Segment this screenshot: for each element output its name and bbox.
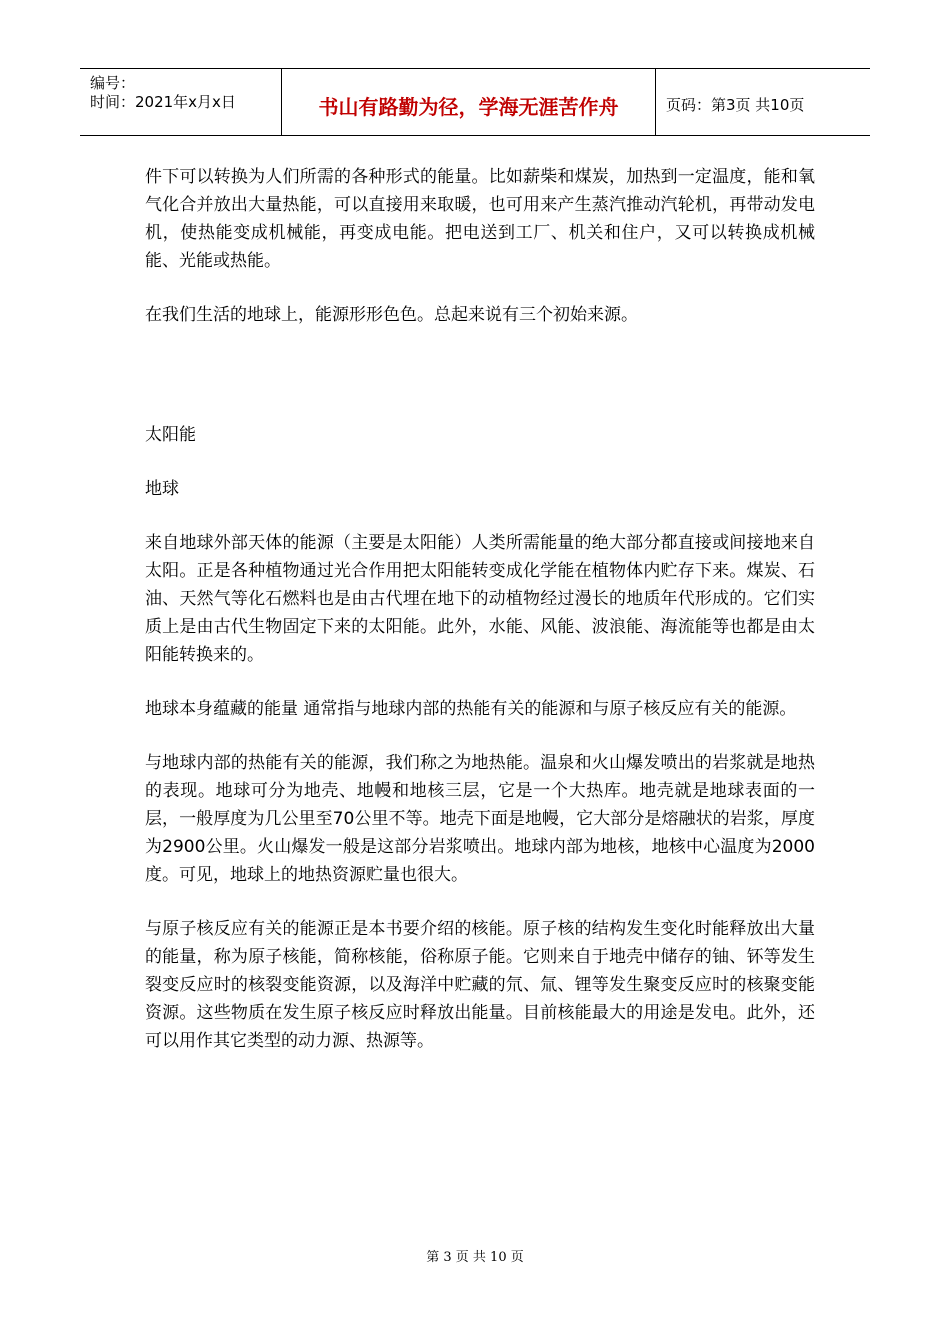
- paragraph: 件下可以转换为人们所需的各种形式的能量。比如薪柴和煤炭，加热到一定温度，能和氧气化合并放出大量热能，可以直接用来取暖，也可用来产生蒸汽推动汽轮机，再带动发电机，使热能变成机械能，再变成电能。把电送到工厂、机关和住户，又可以转换成机械能、光能或热能。: [145, 167, 815, 271]
- header-meta: [80, 69, 282, 135]
- paragraph: 在我们生活的地球上，能源形形色色。总起来说有三个初始来源。: [145, 305, 638, 325]
- paragraph: 与地球内部的热能有关的能源，我们称之为地热能。温泉和火山爆发喷出的岩浆就是地热的表现。地球可分为地壳、地幔和地核三层，它是一个大热库。地壳就是地球表面的一层，一般厚度为几公里至70公里不等。地壳下面是地幔，它大部分是熔融状的岩浆，厚度为2900公里。火山爆发一般是这部分岩浆喷出。地球内部为地核，地核中心温度为2000度。可见，地球上的地热资源贮量也很大。: [145, 753, 815, 885]
- page-footer: 第 3 页 共 10 页: [426, 1250, 524, 1265]
- list-item: 地球: [145, 479, 179, 499]
- document-body: [145, 163, 815, 1081]
- header-motto: 书山有路勤为径，学海无涯苦作舟: [282, 69, 656, 135]
- header-page-info: 页码：第3页 共10页: [666, 96, 805, 114]
- paragraph: 来自地球外部天体的能源（主要是太阳能）人类所需能量的绝大部分都直接或间接地来自太阳。正是各种植物通过光合作用把太阳能转变成化学能在植物体内贮存下来。煤炭、石油、天然气等化石燃料也是由古代埋在地下的动植物经过漫长的地质年代形成的。它们实质上是由古代生物固定下来的太阳能。此外，水能、风能、波浪能、海流能等也都是由太阳能转换来的。: [145, 533, 815, 665]
- paragraph: 地球本身蕴藏的能量 通常指与地球内部的热能有关的能源和与原子核反应有关的能源。: [145, 699, 797, 719]
- paragraph: 与原子核反应有关的能源正是本书要介绍的核能。原子核的结构发生变化时能释放出大量的能量，称为原子核能，简称核能，俗称原子能。它则来自于地壳中储存的铀、钚等发生裂变反应时的核裂变能资源，以及海洋中贮藏的氘、氚、锂等发生聚变反应时的核聚变能资源。这些物质在发生原子核反应时释放出能量。目前核能最大的用途是发电。此外，还可以用作其它类型的动力源、热源等。: [145, 919, 815, 1051]
- page-header: [80, 68, 870, 136]
- date-line: 时间：2021年x月x日: [90, 93, 236, 111]
- serial-label: 编号：: [90, 74, 136, 92]
- list-item: 太阳能: [145, 425, 196, 445]
